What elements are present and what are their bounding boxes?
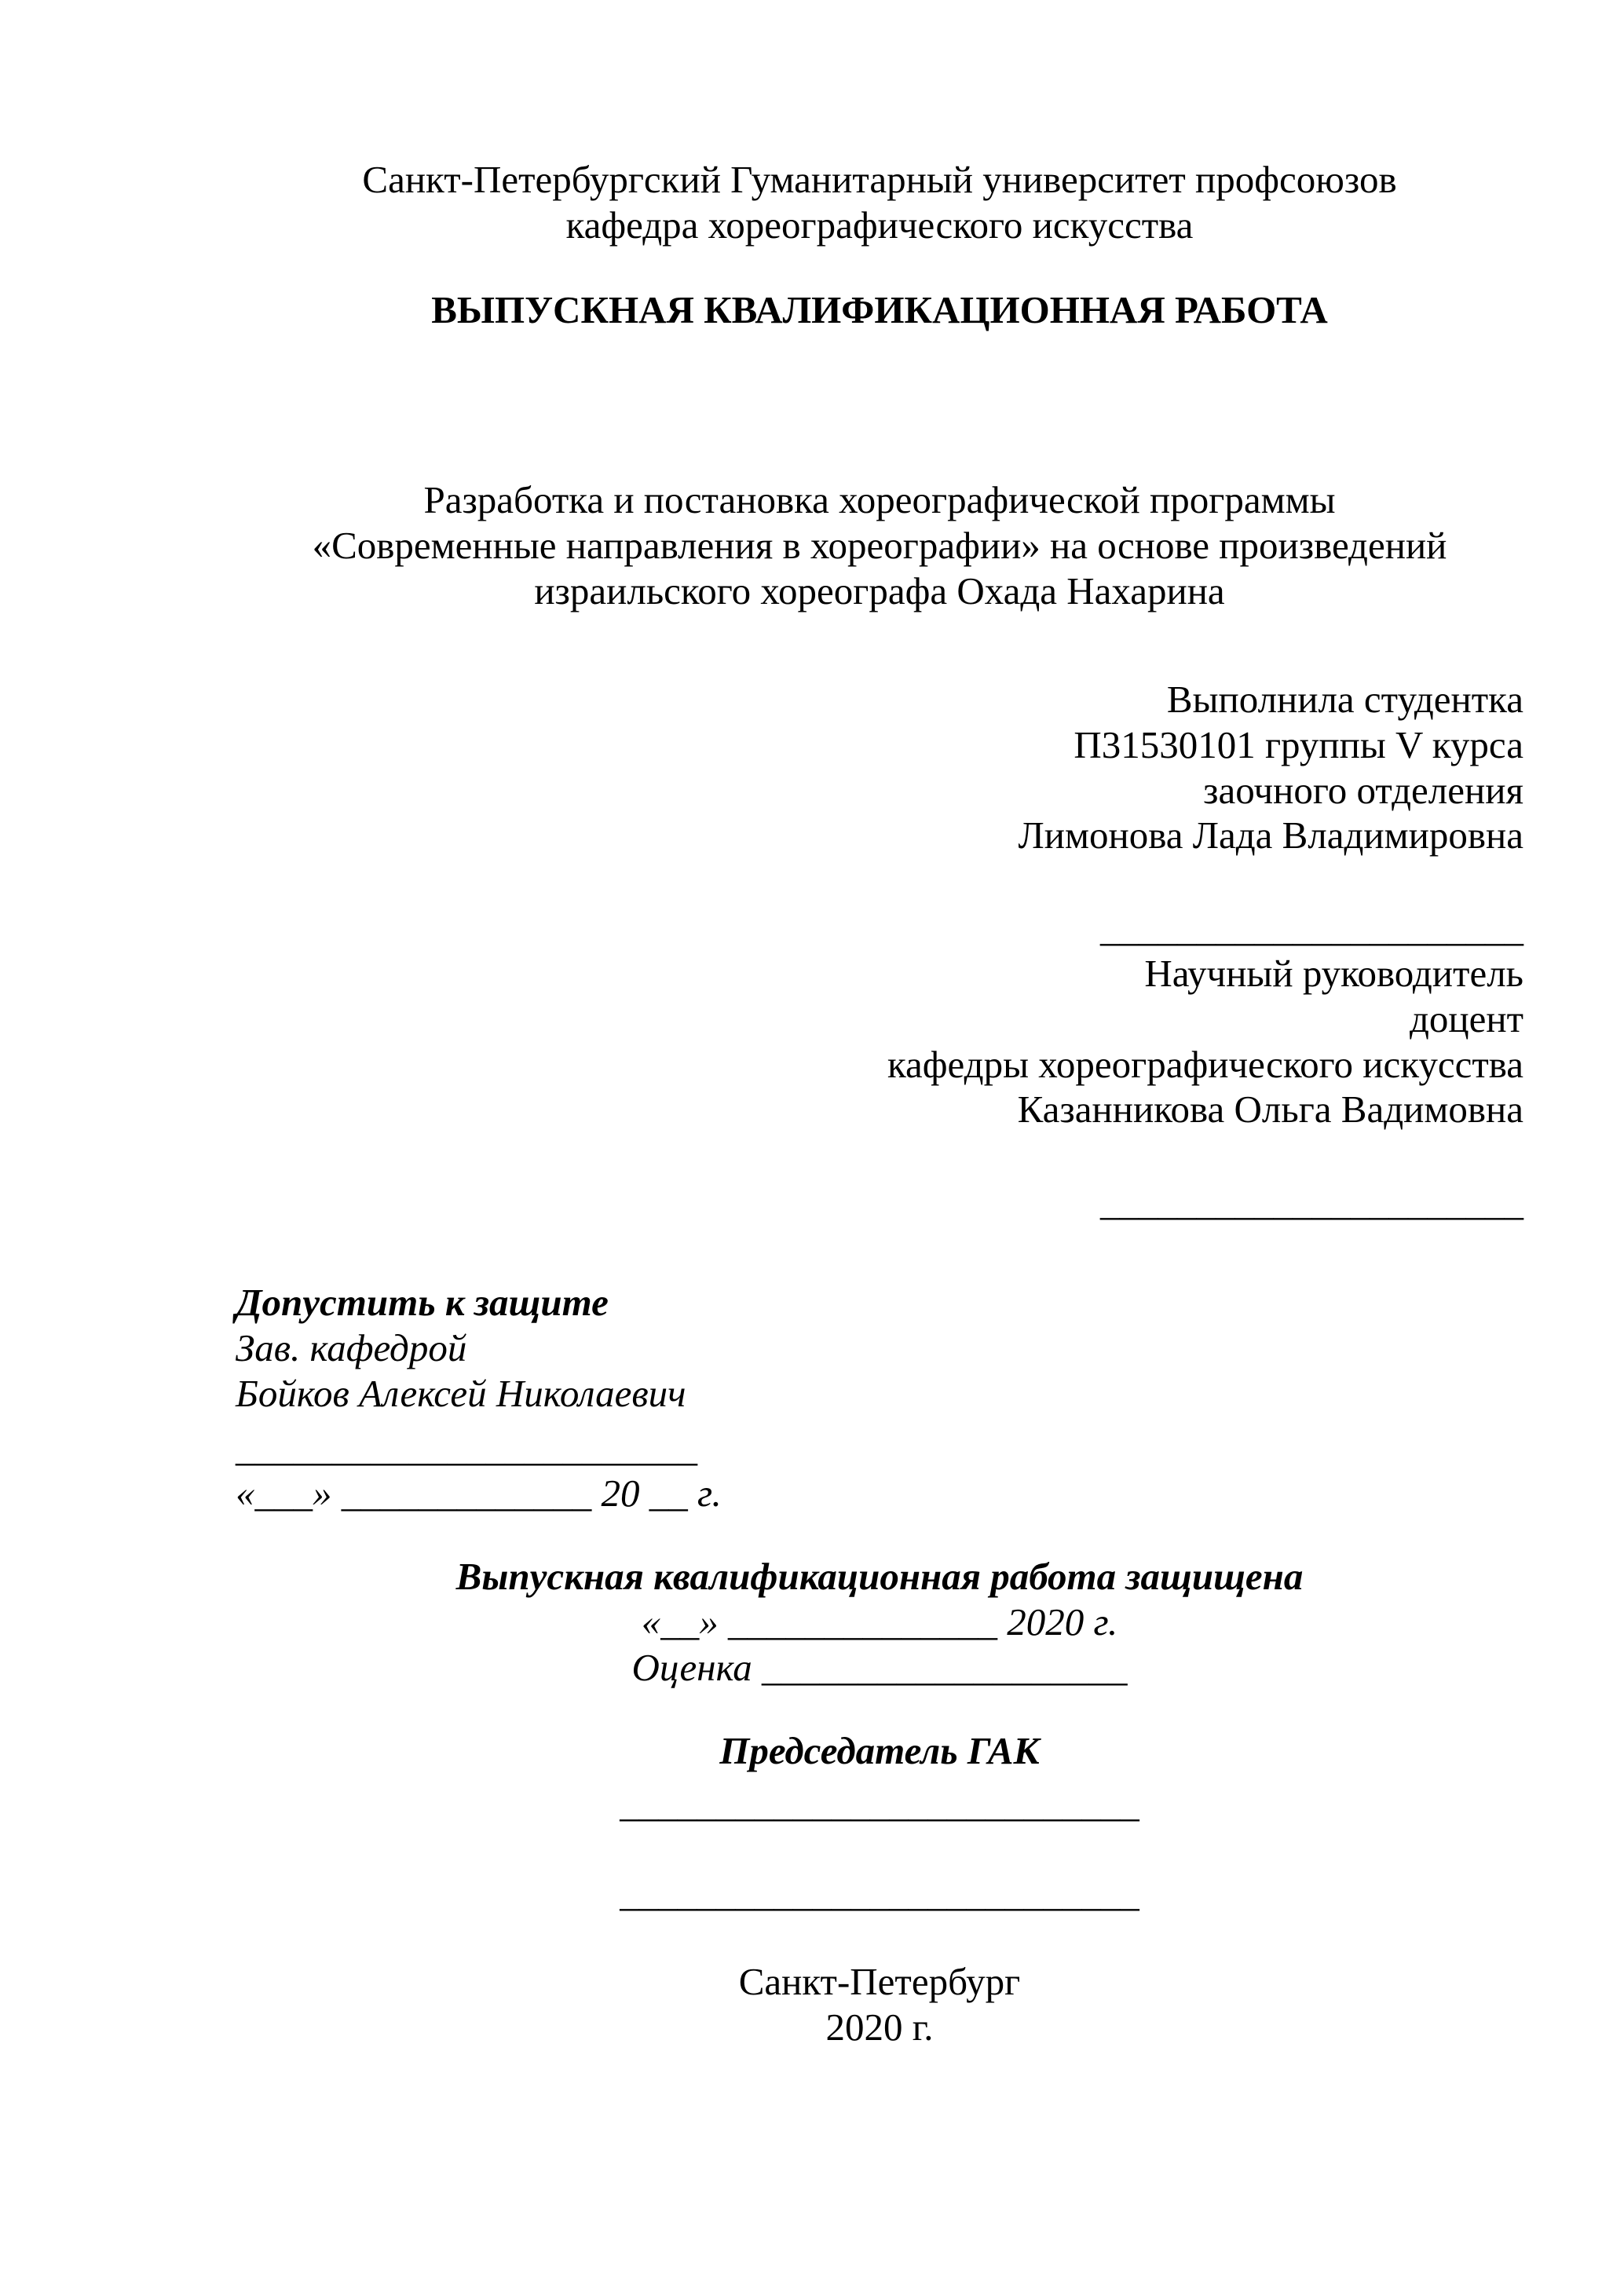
advisor-signature-line: ______________________ (1100, 1180, 1523, 1224)
topic-line-3: израильского хореографа Охада Нахарина (534, 569, 1225, 613)
defense-title: Выпускная квалификационная работа защищена (455, 1555, 1304, 1599)
admission-position: Зав. кафедрой (236, 1325, 467, 1369)
topic-line-1: Разработка и постановка хореографической программы (423, 478, 1336, 522)
topic-line-2: «Современные направления в хореографии» на основе произведений (312, 524, 1447, 568)
footer-block (236, 1959, 1523, 2050)
footer-year: 2020 г. (825, 2005, 934, 2049)
defense-block (236, 1554, 1523, 1916)
advisor-name: Казанникова Ольга Вадимовна (1017, 1088, 1523, 1132)
admission-title: Допустить к защите (236, 1281, 609, 1324)
defense-date-line: «__» ______________ 2020 г. (641, 1600, 1118, 1643)
student-block (236, 677, 1523, 858)
admission-head-name: Бойков Алексей Николаевич (236, 1371, 686, 1415)
student-signature-line: ______________________ (1100, 906, 1523, 950)
defense-grade-line: Оценка ___________________ (631, 1645, 1128, 1689)
chairman-signature-line-1: ___________________________ (620, 1782, 1139, 1826)
student-group: П31530101 группы V курса (1074, 722, 1523, 766)
chairman-signature-line-2: ___________________________ (620, 1871, 1139, 1915)
advisor-department: кафедры хореографического искусства (887, 1042, 1523, 1086)
advisor-role: Научный руководитель (1144, 951, 1523, 995)
student-role: Выполнила студентка (1166, 677, 1523, 721)
advisor-block (236, 951, 1523, 1132)
admission-date-line: «___» _____________ 20 __ г. (236, 1472, 722, 1515)
student-mode: заочного отделения (1203, 768, 1523, 812)
footer-city: Санкт-Петербург (738, 1959, 1021, 2003)
chairman-title: Председатель ГАК (719, 1728, 1040, 1772)
admission-block (236, 1280, 1523, 1516)
department-name: кафедра хореографического искусства (565, 203, 1194, 247)
topic-block (236, 477, 1523, 613)
university-name: Санкт-Петербургский Гуманитарный университет профсоюзов (362, 158, 1397, 201)
student-name: Лимонова Лада Владимировна (1018, 813, 1523, 857)
advisor-rank: доцент (1409, 996, 1523, 1040)
admission-signature-line: ________________________ (236, 1426, 697, 1470)
work-type-title: ВЫПУСКНАЯ КВАЛИФИКАЦИОННАЯ РАБОТА (431, 287, 1328, 331)
